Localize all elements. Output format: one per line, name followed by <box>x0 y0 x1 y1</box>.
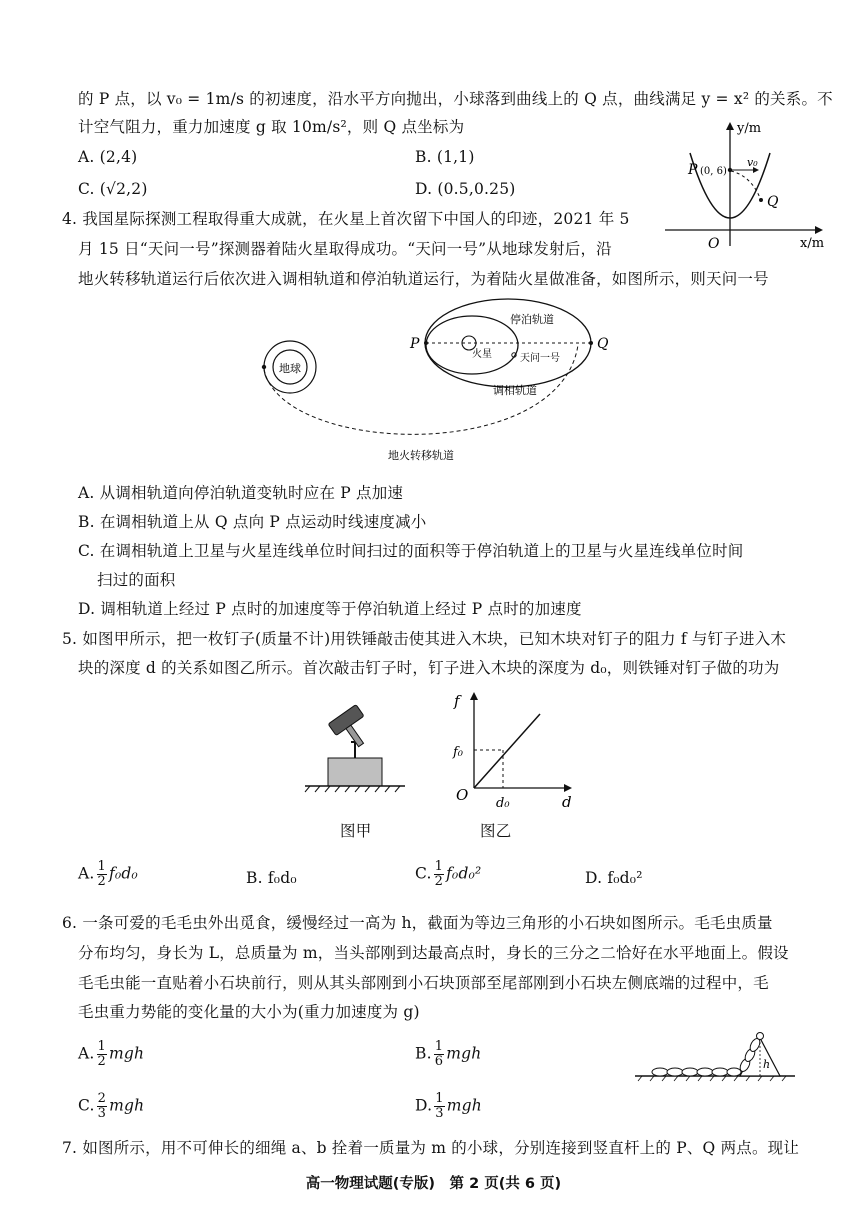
q5-option-c: C. $\frac{1}{2}$ f₀d₀² <box>415 859 482 889</box>
q3-option-d: D. (0.5,0.25) <box>415 180 516 198</box>
point-q <box>759 198 763 202</box>
fig-a-caption: 图甲 <box>340 822 372 840</box>
q4-line1: 4. 我国星际探测工程取得重大成就，在火星上首次留下中国人的印迹，2021 年 5 <box>62 210 630 228</box>
q5-line1: 5. 如图甲所示，把一枚钉子(质量不计)用铁锤敲击使其进入木块，已知木块对钉子的阻力 f 与钉子进入木 <box>62 630 787 648</box>
f0-label: f₀ <box>453 745 464 760</box>
q5-line2: 块的深度 d 的关系如图乙所示。首次敲击钉子时，钉子进入木块的深度为 d₀，则铁锤对钉子做的功为 <box>78 659 780 677</box>
caterpillar <box>652 1033 764 1077</box>
q6-line4: 毛虫重力势能的变化量的大小为(重力加速度为 g) <box>78 1003 420 1021</box>
earth-label: 地球 <box>279 362 301 375</box>
q5-option-a: A. $\frac{1}{2}$ f₀d₀ <box>78 859 138 889</box>
q3-option-c: C. (√2,2) <box>78 180 148 198</box>
q4-option-d: D. 调相轨道上经过 P 点时的加速度等于停泊轨道上经过 P 点时的加速度 <box>78 600 582 618</box>
q4-line3: 地火转移轨道运行后依次进入调相轨道和停泊轨道运行，为着陆火星做准备，如图所示，则天问一号 <box>78 270 769 288</box>
h-label: h <box>763 1058 771 1071</box>
fig-b-caption: 图乙 <box>480 822 512 840</box>
q6-line2: 分布均匀，身长为 L，总质量为 m，当头部刚到达最高点时，身长的三分之二恰好在水平地面上。假设 <box>78 944 789 962</box>
page-footer: 高一物理试题(专版) 第 2 页(共 6 页) <box>305 1176 562 1192</box>
q4-orbit-figure <box>250 295 630 470</box>
q3-line2: 计空气阻力，重力加速度 g 取 10m/s²，则 Q 点坐标为 <box>78 118 465 136</box>
q4-line2: 月 15 日“天问一号”探测器着陆火星取得成功。“天问一号”从地球发射后，沿 <box>78 240 612 258</box>
q3-option-b: B. (1,1) <box>415 148 475 166</box>
probe-label: 天问一号 <box>520 353 560 364</box>
q4-option-c-line1: C. 在调相轨道上卫星与火星连线单位时间扫过的面积等于停泊轨道上的卫星与火星连线单位时间 <box>78 542 744 560</box>
q6-option-d: D. $\frac{1}{3}$ mgh <box>415 1091 482 1121</box>
q7-line1: 7. 如图所示，用不可伸长的细绳 a、b 拴着一质量为 m 的小球，分别连接到竖直杆上的 P、Q 两点。现让 <box>62 1139 800 1157</box>
q6-option-a: A. $\frac{1}{2}$ mgh <box>78 1039 145 1069</box>
p-coord-label: (0, 6) <box>700 166 727 177</box>
q6-caterpillar-figure <box>630 1028 800 1088</box>
q5-option-d: D. f₀d₀² <box>585 869 643 887</box>
q3-option-a: A. (2,4) <box>78 148 138 166</box>
q4-option-b: B. 在调相轨道上从 Q 点向 P 点运动时线速度减小 <box>78 513 427 531</box>
wood-block <box>328 758 382 786</box>
q-label: Q <box>597 336 609 352</box>
f-d-line <box>474 714 540 788</box>
q4-option-c-line2: 扫过的面积 <box>97 571 176 589</box>
transfer-orbit-label: 地火转移轨道 <box>388 449 454 462</box>
parking-orbit <box>426 316 518 374</box>
q6-option-b: B. $\frac{1}{6}$ mgh <box>415 1039 482 1069</box>
mars-label: 火星 <box>472 349 492 360</box>
parking-orbit-label: 停泊轨道 <box>510 313 554 326</box>
origin-label: O <box>456 786 469 804</box>
p-label: P <box>688 162 698 178</box>
q6-line3: 毛毛虫能一直贴着小石块前行，则从其头部刚到小石块顶部至尾部刚到小石块左侧底端的过程中，毛 <box>78 974 769 992</box>
q4-option-a: A. 从调相轨道向停泊轨道变轨时应在 P 点加速 <box>78 484 404 502</box>
f-axis-label: f <box>454 692 460 710</box>
q6-option-c: C. $\frac{2}{3}$ mgh <box>78 1091 145 1121</box>
p-label: P <box>410 336 420 352</box>
d0-label: d₀ <box>496 796 510 811</box>
v0-label: v₀ <box>747 156 758 169</box>
q3-line1: 的 P 点，以 v₀ = 1m/s 的初速度，沿水平方向抛出，小球落到曲线上的 Q 点，曲线满足 y = x² 的关系。不 <box>78 90 833 108</box>
trajectory <box>731 171 760 198</box>
q5-hammer-figure <box>300 700 410 795</box>
hammer <box>328 705 376 754</box>
q6-line1: 6. 一条可爱的毛毛虫外出觅食，缓慢经过一高为 h，截面为等边三角形的小石块如图所示。毛毛虫质量 <box>62 914 773 932</box>
x-axis-label: x/m <box>800 236 825 251</box>
q3-parabola-figure <box>655 118 825 253</box>
q-label: Q <box>767 194 779 210</box>
d-axis-label: d <box>562 793 572 811</box>
origin-label: O <box>708 236 720 252</box>
y-axis-label: y/m <box>737 121 762 136</box>
phasing-orbit-label: 调相轨道 <box>493 384 537 397</box>
q5-f-d-graph <box>448 688 588 813</box>
q5-option-b: B. f₀d₀ <box>246 869 297 887</box>
